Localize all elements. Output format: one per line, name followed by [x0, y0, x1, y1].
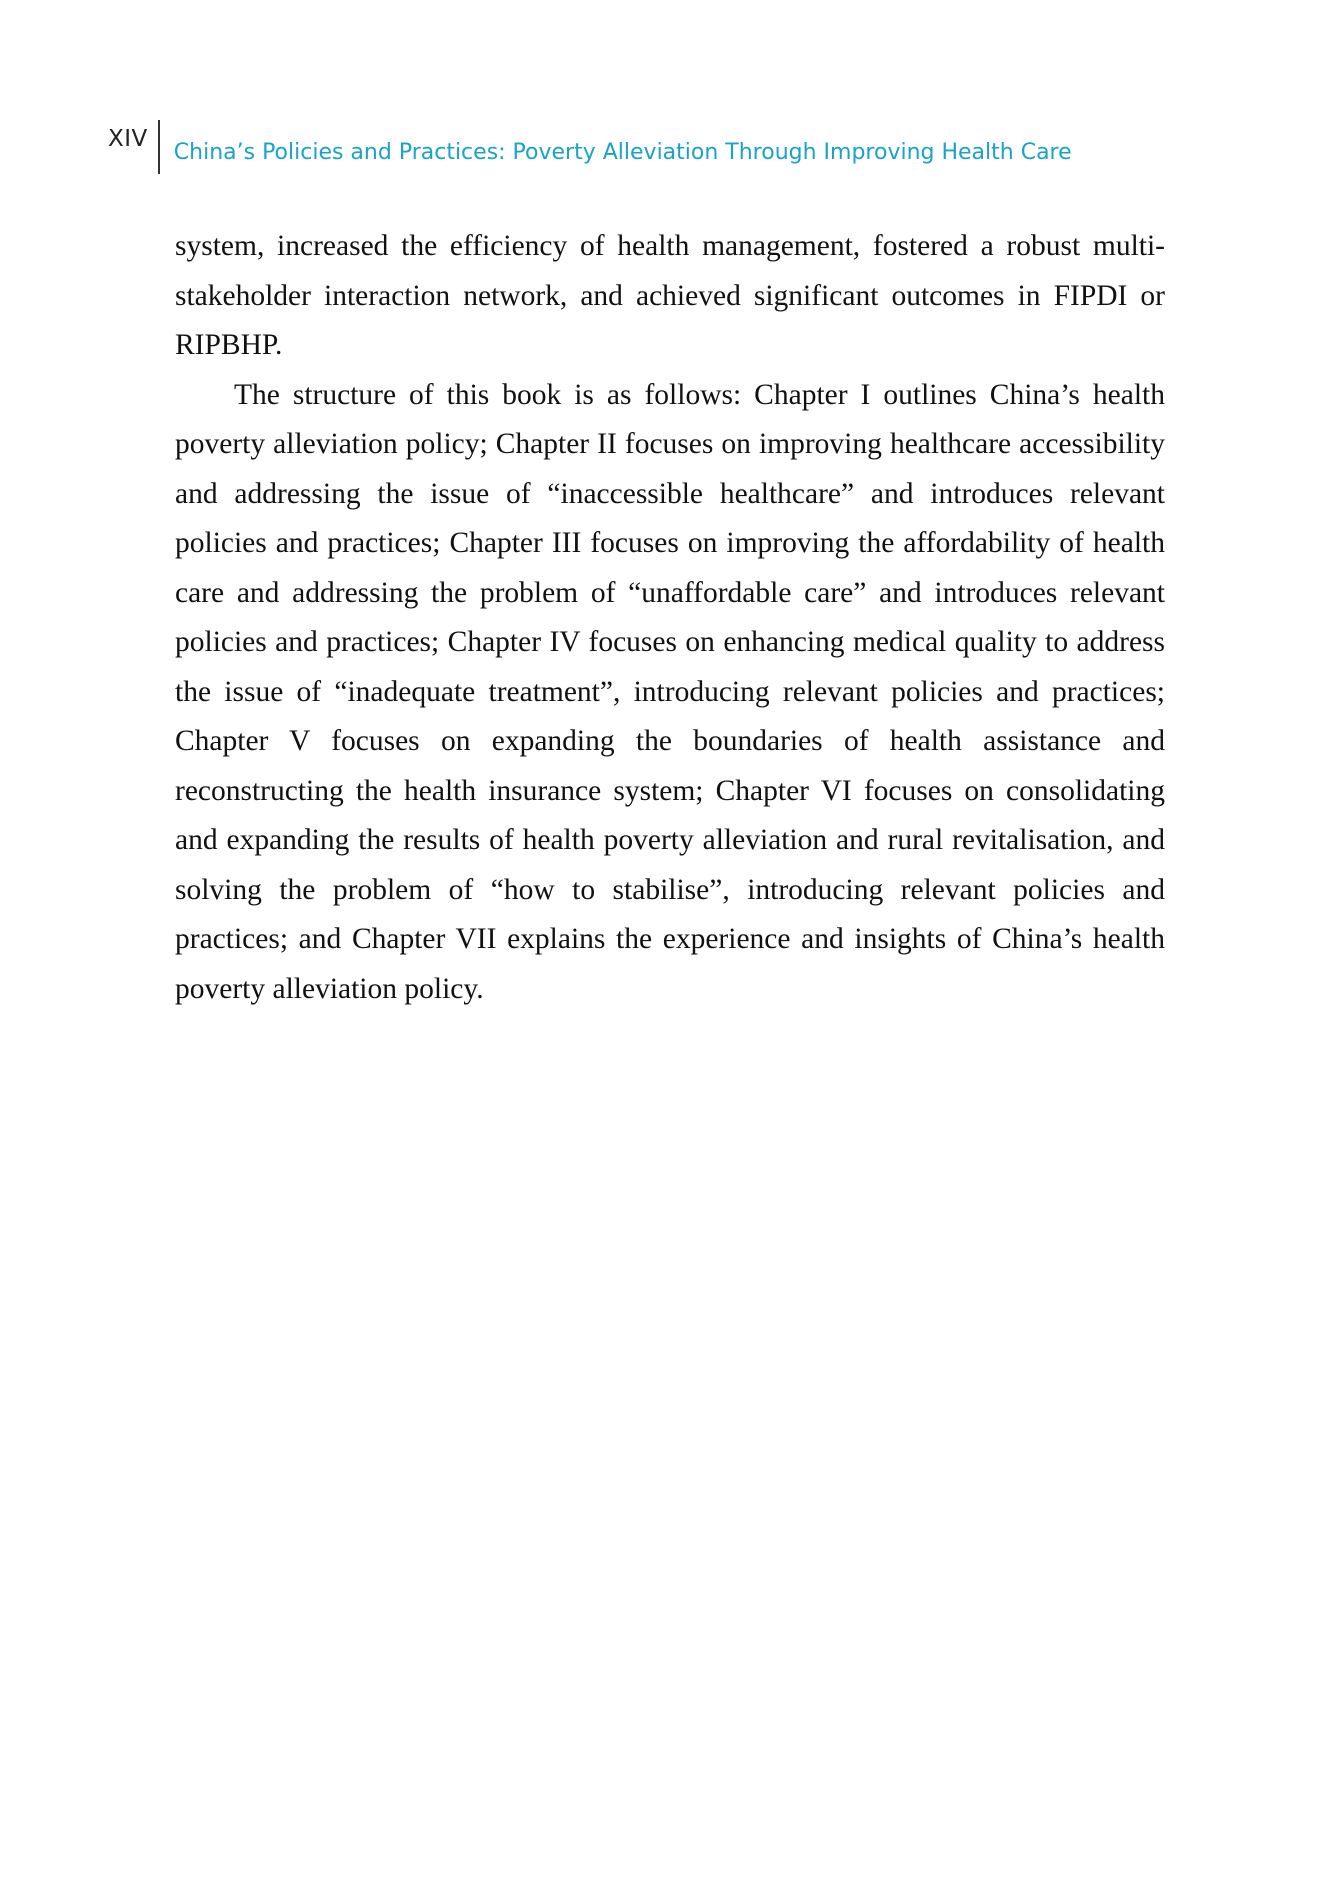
- body-text: [175, 222, 1165, 1014]
- paragraph-book-structure: The structure of this book is as follows: Chapter I outlines China’s health poverty alleviation policy; Chapter II focuses on improving healthcare accessibility and addressing the issue of “inaccessible healthcare” and introduces relevant policies and practices; Chapter III focuses on improving the affordability of health care and addressing the problem of “unaffordable care” and introduces relevant policies and practices; Chapter IV focuses on enhancing medical quality to address the issue of “inadequate treatment”, introducing relevant policies and practices; Chapter V focuses on expanding the boundaries of health assistance and reconstructing the health insurance system; Chapter VI focuses on consolidating and expanding the results of health poverty alleviation and rural revitalisation, and solving the problem of “how to stabilise”, introducing relevant policies and practices; and Chapter VII explains the experience and insights of China’s health poverty alleviation policy.: [175, 378, 1165, 1005]
- page-number: XIV: [108, 126, 148, 152]
- paragraph-continuation: system, increased the efficiency of health management, fostered a robust multi-stakeholder interaction network, and achieved significant outcomes in FIPDI or RIPBHP.: [175, 230, 1165, 361]
- running-header: [108, 120, 1072, 180]
- running-title: China’s Policies and Practices: Poverty Alleviation Through Improving Health Care: [173, 140, 1072, 165]
- header-divider: [158, 120, 160, 174]
